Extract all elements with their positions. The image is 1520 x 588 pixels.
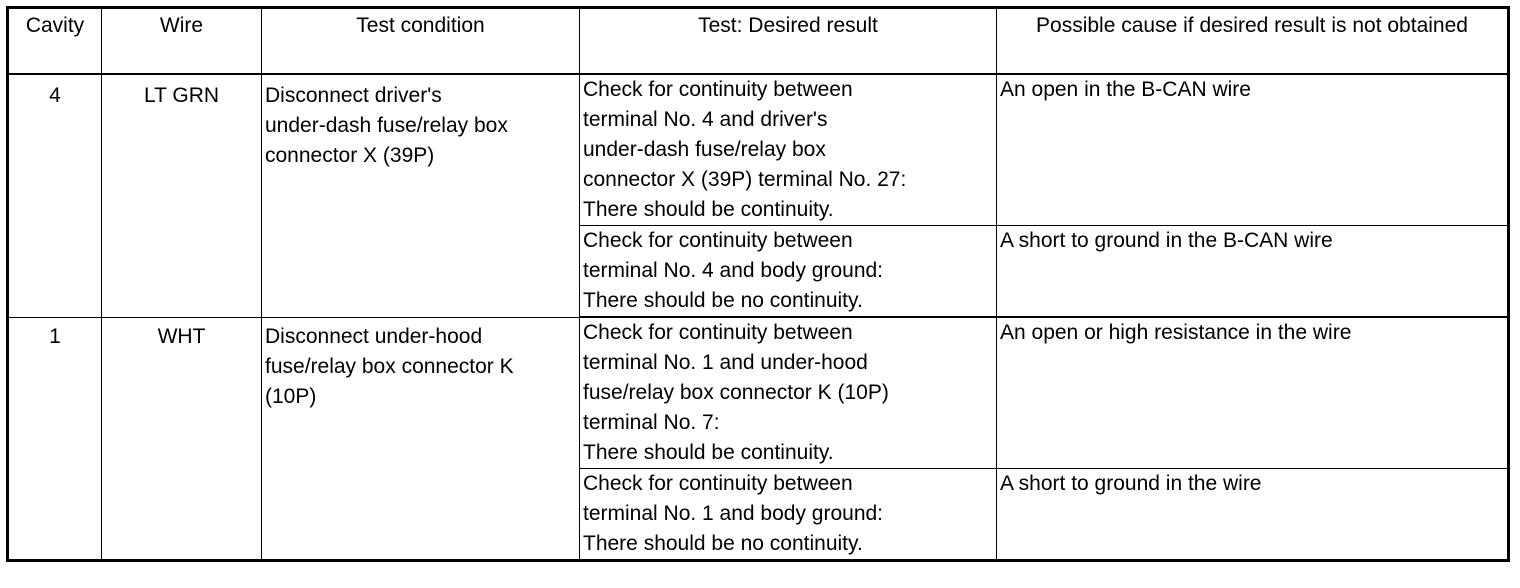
header-desired-result: Test: Desired result [580, 8, 997, 75]
table-row [8, 317, 1509, 469]
cavity-cell: 1 [8, 317, 102, 561]
header-wire: Wire [102, 8, 262, 75]
header-row [8, 8, 1509, 75]
wire-color-cell: WHT [102, 317, 262, 561]
desired-result-cell: Check for continuity between terminal No. 1 and under-hood fuse/relay box connector K (10P) terminal No. 7: There should be continuity. [580, 317, 997, 469]
header-cavity: Cavity [8, 8, 102, 75]
possible-cause-cell: A short to ground in the wire [997, 469, 1509, 561]
wire-color-cell: LT GRN [102, 74, 262, 317]
desired-result-cell: Check for continuity between terminal No. 4 and body ground: There should be no continuity. [580, 226, 997, 318]
test-condition-cell: Disconnect under-hood fuse/relay box connector K (10P) [262, 317, 580, 561]
table-row [8, 74, 1509, 226]
test-condition-cell: Disconnect driver's under-dash fuse/relay box connector X (39P) [262, 74, 580, 317]
header-test-condition: Test condition [262, 8, 580, 75]
cavity-cell: 4 [8, 74, 102, 317]
possible-cause-cell: An open in the B-CAN wire [997, 74, 1509, 226]
header-possible-cause: Possible cause if desired result is not obtained [997, 8, 1509, 75]
continuity-test-table [6, 6, 1510, 562]
possible-cause-cell: An open or high resistance in the wire [997, 317, 1509, 469]
possible-cause-cell: A short to ground in the B-CAN wire [997, 226, 1509, 318]
desired-result-cell: Check for continuity between terminal No. 1 and body ground: There should be no continuity. [580, 469, 997, 561]
desired-result-cell: Check for continuity between terminal No. 4 and driver's under-dash fuse/relay box connector X (39P) terminal No. 27: There should be continuity. [580, 74, 997, 226]
